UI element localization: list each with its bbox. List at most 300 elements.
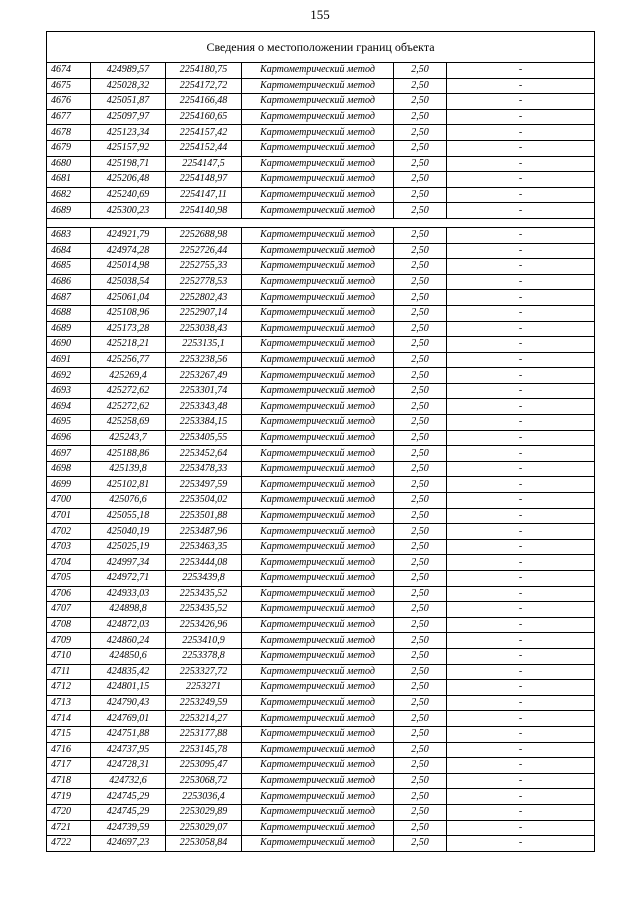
accuracy-cell: 2,50 [394, 227, 447, 243]
y-coordinate-cell: 2253029,89 [166, 804, 242, 820]
method-cell: Картометрический метод [242, 508, 394, 524]
point-number-cell: 4703 [47, 539, 91, 555]
description-cell: - [447, 539, 595, 555]
description-cell: - [447, 493, 595, 509]
y-coordinate-cell: 2254157,42 [166, 125, 242, 141]
x-coordinate-cell: 425206,48 [91, 172, 166, 188]
table-row [47, 383, 595, 399]
y-coordinate-cell: 2253410,9 [166, 633, 242, 649]
accuracy-cell: 2,50 [394, 461, 447, 477]
y-coordinate-cell: 2253463,35 [166, 539, 242, 555]
table-row [47, 140, 595, 156]
accuracy-cell: 2,50 [394, 172, 447, 188]
description-cell: - [447, 274, 595, 290]
method-cell: Картометрический метод [242, 539, 394, 555]
table-group-1 [47, 63, 595, 219]
point-number-cell: 4717 [47, 758, 91, 774]
method-cell: Картометрический метод [242, 789, 394, 805]
table-row [47, 586, 595, 602]
table-row [47, 820, 595, 836]
accuracy-cell: 2,50 [394, 680, 447, 696]
point-number-cell: 4709 [47, 633, 91, 649]
accuracy-cell: 2,50 [394, 203, 447, 219]
point-number-cell: 4706 [47, 586, 91, 602]
table-row [47, 711, 595, 727]
description-cell: - [447, 156, 595, 172]
table-row [47, 203, 595, 219]
method-cell: Картометрический метод [242, 633, 394, 649]
description-cell: - [447, 680, 595, 696]
description-cell: - [447, 555, 595, 571]
y-coordinate-cell: 2254140,98 [166, 203, 242, 219]
x-coordinate-cell: 425272,62 [91, 399, 166, 415]
y-coordinate-cell: 2252907,14 [166, 305, 242, 321]
method-cell: Картометрический метод [242, 804, 394, 820]
description-cell: - [447, 789, 595, 805]
y-coordinate-cell: 2253068,72 [166, 773, 242, 789]
table-row [47, 415, 595, 431]
x-coordinate-cell: 425102,81 [91, 477, 166, 493]
method-cell: Картометрический метод [242, 274, 394, 290]
accuracy-cell: 2,50 [394, 477, 447, 493]
point-number-cell: 4712 [47, 680, 91, 696]
method-cell: Картометрический метод [242, 555, 394, 571]
table-row [47, 836, 595, 852]
method-cell: Картометрический метод [242, 493, 394, 509]
point-number-cell: 4698 [47, 461, 91, 477]
accuracy-cell: 2,50 [394, 617, 447, 633]
x-coordinate-cell: 425051,87 [91, 94, 166, 110]
coordinates-sheet [46, 31, 594, 852]
table-row [47, 461, 595, 477]
separator-row [47, 218, 595, 227]
table-row [47, 446, 595, 462]
y-coordinate-cell: 2253439,8 [166, 571, 242, 587]
y-coordinate-cell: 2253435,52 [166, 586, 242, 602]
method-cell: Картометрический метод [242, 109, 394, 125]
point-number-cell: 4686 [47, 274, 91, 290]
table-row [47, 648, 595, 664]
x-coordinate-cell: 425076,6 [91, 493, 166, 509]
table-row [47, 477, 595, 493]
description-cell: - [447, 695, 595, 711]
y-coordinate-cell: 2253036,4 [166, 789, 242, 805]
point-number-cell: 4680 [47, 156, 91, 172]
table-row [47, 274, 595, 290]
accuracy-cell: 2,50 [394, 493, 447, 509]
x-coordinate-cell: 424974,28 [91, 243, 166, 259]
x-coordinate-cell: 424790,43 [91, 695, 166, 711]
y-coordinate-cell: 2254180,75 [166, 63, 242, 79]
point-number-cell: 4689 [47, 203, 91, 219]
point-number-cell: 4699 [47, 477, 91, 493]
method-cell: Картометрический метод [242, 352, 394, 368]
method-cell: Картометрический метод [242, 758, 394, 774]
table-row [47, 571, 595, 587]
point-number-cell: 4677 [47, 109, 91, 125]
accuracy-cell: 2,50 [394, 539, 447, 555]
description-cell: - [447, 172, 595, 188]
point-number-cell: 4697 [47, 446, 91, 462]
method-cell: Картометрический метод [242, 140, 394, 156]
description-cell: - [447, 109, 595, 125]
method-cell: Картометрический метод [242, 711, 394, 727]
table-row [47, 633, 595, 649]
point-number-cell: 4714 [47, 711, 91, 727]
x-coordinate-cell: 424801,15 [91, 680, 166, 696]
x-coordinate-cell: 425188,86 [91, 446, 166, 462]
table-row [47, 617, 595, 633]
accuracy-cell: 2,50 [394, 742, 447, 758]
description-cell: - [447, 477, 595, 493]
table-row [47, 430, 595, 446]
table-row [47, 321, 595, 337]
accuracy-cell: 2,50 [394, 187, 447, 203]
accuracy-cell: 2,50 [394, 125, 447, 141]
description-cell: - [447, 243, 595, 259]
table-row [47, 94, 595, 110]
table-row [47, 804, 595, 820]
point-number-cell: 4678 [47, 125, 91, 141]
y-coordinate-cell: 2254172,72 [166, 78, 242, 94]
method-cell: Картометрический метод [242, 321, 394, 337]
accuracy-cell: 2,50 [394, 648, 447, 664]
y-coordinate-cell: 2253271 [166, 680, 242, 696]
method-cell: Картометрический метод [242, 680, 394, 696]
method-cell: Картометрический метод [242, 477, 394, 493]
x-coordinate-cell: 424835,42 [91, 664, 166, 680]
point-number-cell: 4715 [47, 726, 91, 742]
method-cell: Картометрический метод [242, 125, 394, 141]
table-row [47, 187, 595, 203]
method-cell: Картометрический метод [242, 243, 394, 259]
y-coordinate-cell: 2253405,55 [166, 430, 242, 446]
method-cell: Картометрический метод [242, 820, 394, 836]
table-row [47, 758, 595, 774]
accuracy-cell: 2,50 [394, 321, 447, 337]
description-cell: - [447, 415, 595, 431]
description-cell: - [447, 726, 595, 742]
description-cell: - [447, 742, 595, 758]
x-coordinate-cell: 424933,03 [91, 586, 166, 602]
table-row [47, 305, 595, 321]
table-title: Сведения о местоположении границ объекта [47, 32, 595, 63]
point-number-cell: 4695 [47, 415, 91, 431]
description-cell: - [447, 399, 595, 415]
point-number-cell: 4690 [47, 337, 91, 353]
table-row [47, 368, 595, 384]
x-coordinate-cell: 424989,57 [91, 63, 166, 79]
point-number-cell: 4679 [47, 140, 91, 156]
x-coordinate-cell: 424898,8 [91, 602, 166, 618]
x-coordinate-cell: 424972,71 [91, 571, 166, 587]
accuracy-cell: 2,50 [394, 109, 447, 125]
table-row [47, 125, 595, 141]
description-cell: - [447, 836, 595, 852]
x-coordinate-cell: 425025,19 [91, 539, 166, 555]
y-coordinate-cell: 2253214,27 [166, 711, 242, 727]
point-number-cell: 4700 [47, 493, 91, 509]
accuracy-cell: 2,50 [394, 352, 447, 368]
point-number-cell: 4705 [47, 571, 91, 587]
accuracy-cell: 2,50 [394, 305, 447, 321]
method-cell: Картометрический метод [242, 617, 394, 633]
accuracy-cell: 2,50 [394, 78, 447, 94]
x-coordinate-cell: 424751,88 [91, 726, 166, 742]
method-cell: Картометрический метод [242, 63, 394, 79]
description-cell: - [447, 352, 595, 368]
y-coordinate-cell: 2253478,33 [166, 461, 242, 477]
table-row [47, 695, 595, 711]
method-cell: Картометрический метод [242, 259, 394, 275]
y-coordinate-cell: 2254147,5 [166, 156, 242, 172]
description-cell: - [447, 648, 595, 664]
y-coordinate-cell: 2253301,74 [166, 383, 242, 399]
table-row [47, 664, 595, 680]
x-coordinate-cell: 425040,19 [91, 524, 166, 540]
x-coordinate-cell: 425269,4 [91, 368, 166, 384]
x-coordinate-cell: 424921,79 [91, 227, 166, 243]
y-coordinate-cell: 2253435,52 [166, 602, 242, 618]
accuracy-cell: 2,50 [394, 508, 447, 524]
table-row [47, 789, 595, 805]
method-cell: Картометрический метод [242, 524, 394, 540]
accuracy-cell: 2,50 [394, 836, 447, 852]
table-row [47, 539, 595, 555]
point-number-cell: 4687 [47, 290, 91, 306]
description-cell: - [447, 617, 595, 633]
y-coordinate-cell: 2253327,72 [166, 664, 242, 680]
y-coordinate-cell: 2254160,65 [166, 109, 242, 125]
y-coordinate-cell: 2253238,56 [166, 352, 242, 368]
description-cell: - [447, 586, 595, 602]
point-number-cell: 4722 [47, 836, 91, 852]
table-row [47, 227, 595, 243]
point-number-cell: 4707 [47, 602, 91, 618]
table-row [47, 156, 595, 172]
point-number-cell: 4711 [47, 664, 91, 680]
method-cell: Картометрический метод [242, 742, 394, 758]
table-separator [47, 218, 595, 227]
point-number-cell: 4688 [47, 305, 91, 321]
x-coordinate-cell: 424769,01 [91, 711, 166, 727]
method-cell: Картометрический метод [242, 78, 394, 94]
accuracy-cell: 2,50 [394, 571, 447, 587]
x-coordinate-cell: 424697,23 [91, 836, 166, 852]
point-number-cell: 4704 [47, 555, 91, 571]
description-cell: - [447, 227, 595, 243]
y-coordinate-cell: 2252778,53 [166, 274, 242, 290]
accuracy-cell: 2,50 [394, 695, 447, 711]
method-cell: Картометрический метод [242, 461, 394, 477]
coordinates-table [46, 31, 595, 852]
description-cell: - [447, 804, 595, 820]
accuracy-cell: 2,50 [394, 758, 447, 774]
accuracy-cell: 2,50 [394, 446, 447, 462]
point-number-cell: 4675 [47, 78, 91, 94]
y-coordinate-cell: 2253444,08 [166, 555, 242, 571]
x-coordinate-cell: 424745,29 [91, 804, 166, 820]
table-row [47, 337, 595, 353]
method-cell: Картометрический метод [242, 571, 394, 587]
description-cell: - [447, 140, 595, 156]
x-coordinate-cell: 424745,29 [91, 789, 166, 805]
table-row [47, 773, 595, 789]
table-group-2 [47, 227, 595, 851]
method-cell: Картометрический метод [242, 446, 394, 462]
accuracy-cell: 2,50 [394, 586, 447, 602]
method-cell: Картометрический метод [242, 368, 394, 384]
point-number-cell: 4692 [47, 368, 91, 384]
point-number-cell: 4696 [47, 430, 91, 446]
y-coordinate-cell: 2252802,43 [166, 290, 242, 306]
description-cell: - [447, 508, 595, 524]
y-coordinate-cell: 2253177,88 [166, 726, 242, 742]
x-coordinate-cell: 424997,34 [91, 555, 166, 571]
description-cell: - [447, 78, 595, 94]
point-number-cell: 4718 [47, 773, 91, 789]
point-number-cell: 4708 [47, 617, 91, 633]
accuracy-cell: 2,50 [394, 290, 447, 306]
x-coordinate-cell: 424872,03 [91, 617, 166, 633]
description-cell: - [447, 321, 595, 337]
x-coordinate-cell: 425038,54 [91, 274, 166, 290]
point-number-cell: 4719 [47, 789, 91, 805]
accuracy-cell: 2,50 [394, 524, 447, 540]
x-coordinate-cell: 425014,98 [91, 259, 166, 275]
table-row [47, 259, 595, 275]
y-coordinate-cell: 2253504,02 [166, 493, 242, 509]
accuracy-cell: 2,50 [394, 602, 447, 618]
method-cell: Картометрический метод [242, 305, 394, 321]
y-coordinate-cell: 2253343,48 [166, 399, 242, 415]
point-number-cell: 4691 [47, 352, 91, 368]
x-coordinate-cell: 425061,04 [91, 290, 166, 306]
x-coordinate-cell: 424737,95 [91, 742, 166, 758]
page-number: 155 [310, 7, 330, 22]
table-row [47, 555, 595, 571]
x-coordinate-cell: 424860,24 [91, 633, 166, 649]
accuracy-cell: 2,50 [394, 726, 447, 742]
point-number-cell: 4716 [47, 742, 91, 758]
x-coordinate-cell: 425028,32 [91, 78, 166, 94]
description-cell: - [447, 63, 595, 79]
description-cell: - [447, 383, 595, 399]
description-cell: - [447, 571, 595, 587]
accuracy-cell: 2,50 [394, 399, 447, 415]
table-row [47, 290, 595, 306]
method-cell: Картометрический метод [242, 156, 394, 172]
table-row [47, 352, 595, 368]
x-coordinate-cell: 425055,18 [91, 508, 166, 524]
description-cell: - [447, 773, 595, 789]
accuracy-cell: 2,50 [394, 430, 447, 446]
y-coordinate-cell: 2253038,43 [166, 321, 242, 337]
method-cell: Картометрический метод [242, 648, 394, 664]
accuracy-cell: 2,50 [394, 243, 447, 259]
accuracy-cell: 2,50 [394, 368, 447, 384]
y-coordinate-cell: 2252755,33 [166, 259, 242, 275]
point-number-cell: 4713 [47, 695, 91, 711]
method-cell: Картометрический метод [242, 415, 394, 431]
method-cell: Картометрический метод [242, 399, 394, 415]
accuracy-cell: 2,50 [394, 274, 447, 290]
point-number-cell: 4674 [47, 63, 91, 79]
description-cell: - [447, 94, 595, 110]
x-coordinate-cell: 424739,59 [91, 820, 166, 836]
y-coordinate-cell: 2253145,78 [166, 742, 242, 758]
method-cell: Картометрический метод [242, 203, 394, 219]
y-coordinate-cell: 2253497,59 [166, 477, 242, 493]
x-coordinate-cell: 425218,21 [91, 337, 166, 353]
accuracy-cell: 2,50 [394, 633, 447, 649]
accuracy-cell: 2,50 [394, 140, 447, 156]
description-cell: - [447, 711, 595, 727]
point-number-cell: 4720 [47, 804, 91, 820]
table-row [47, 680, 595, 696]
point-number-cell: 4684 [47, 243, 91, 259]
point-number-cell: 4710 [47, 648, 91, 664]
y-coordinate-cell: 2253249,59 [166, 695, 242, 711]
x-coordinate-cell: 425258,69 [91, 415, 166, 431]
method-cell: Картометрический метод [242, 290, 394, 306]
y-coordinate-cell: 2252726,44 [166, 243, 242, 259]
x-coordinate-cell: 425139,8 [91, 461, 166, 477]
accuracy-cell: 2,50 [394, 337, 447, 353]
table-row [47, 726, 595, 742]
description-cell: - [447, 524, 595, 540]
method-cell: Картометрический метод [242, 383, 394, 399]
description-cell: - [447, 305, 595, 321]
table-row [47, 493, 595, 509]
table-row [47, 243, 595, 259]
description-cell: - [447, 259, 595, 275]
method-cell: Картометрический метод [242, 836, 394, 852]
point-number-cell: 4683 [47, 227, 91, 243]
accuracy-cell: 2,50 [394, 415, 447, 431]
table-row [47, 78, 595, 94]
method-cell: Картометрический метод [242, 172, 394, 188]
description-cell: - [447, 758, 595, 774]
description-cell: - [447, 446, 595, 462]
table-row [47, 399, 595, 415]
description-cell: - [447, 203, 595, 219]
y-coordinate-cell: 2253487,96 [166, 524, 242, 540]
accuracy-cell: 2,50 [394, 711, 447, 727]
point-number-cell: 4685 [47, 259, 91, 275]
point-number-cell: 4694 [47, 399, 91, 415]
point-number-cell: 4693 [47, 383, 91, 399]
description-cell: - [447, 461, 595, 477]
y-coordinate-cell: 2252688,98 [166, 227, 242, 243]
table-row [47, 63, 595, 79]
description-cell: - [447, 337, 595, 353]
method-cell: Картометрический метод [242, 337, 394, 353]
point-number-cell: 4682 [47, 187, 91, 203]
method-cell: Картометрический метод [242, 586, 394, 602]
point-number-cell: 4721 [47, 820, 91, 836]
accuracy-cell: 2,50 [394, 664, 447, 680]
method-cell: Картометрический метод [242, 773, 394, 789]
y-coordinate-cell: 2253452,64 [166, 446, 242, 462]
table-row [47, 524, 595, 540]
accuracy-cell: 2,50 [394, 820, 447, 836]
table-title-row [47, 32, 595, 63]
method-cell: Картометрический метод [242, 227, 394, 243]
y-coordinate-cell: 2253029,07 [166, 820, 242, 836]
description-cell: - [447, 633, 595, 649]
accuracy-cell: 2,50 [394, 555, 447, 571]
